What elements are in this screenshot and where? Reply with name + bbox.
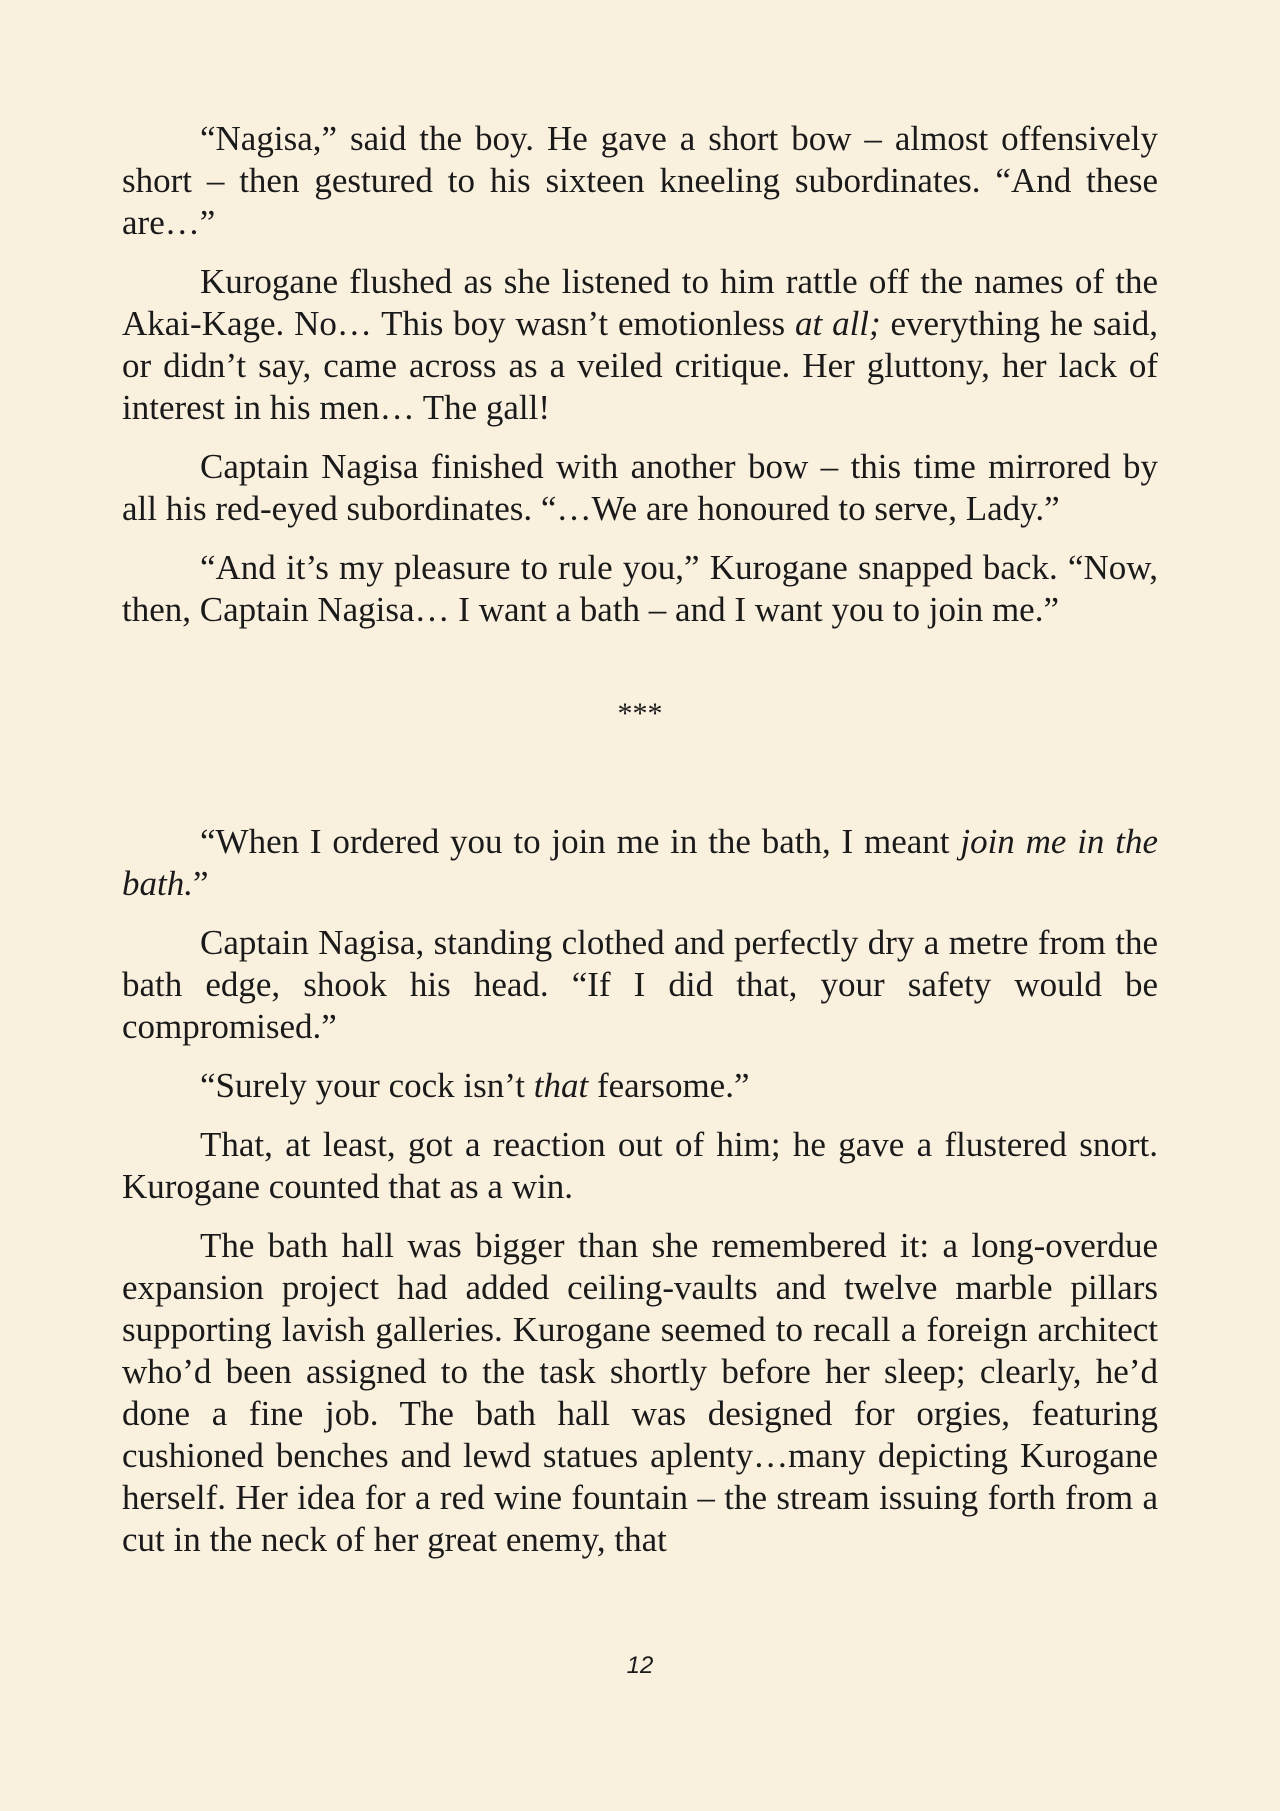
text-run: ” [192, 864, 209, 903]
text-run: Kurogane flushed as she listened to him rattle off the names of the Akai-Kage. No… This boy wasn’t emotionless [122, 262, 1158, 343]
section-break: *** [617, 697, 663, 730]
paragraph [122, 821, 1158, 905]
text-run: “When I ordered you to join me in the bath, I meant [200, 822, 961, 861]
book-page [122, 118, 1158, 1578]
text-run: fearsome.” [588, 1066, 750, 1105]
text-run: “And it’s my pleasure to rule you,” Kurogane snapped back. “Now, then, Captain Nagisa… I want a bath – and I want you to join me.” [122, 548, 1158, 629]
text-run: everything he said, or didn’t say, came across as a veiled critique. Her gluttony, her lack of interest in his men… The gall! [122, 304, 1158, 427]
paragraph [122, 118, 1158, 244]
paragraph [122, 1225, 1158, 1561]
paragraph [122, 922, 1158, 1048]
italic-text: join me in the bath. [122, 822, 1158, 903]
text-run: The bath hall was bigger than she remembered it: a long-overdue expansion project had added ceiling-vaults and twelve marble pillars supporting lavish galleries. Kurogane seemed to recall a foreign architect who’d been assigned to the task shortly before her sleep; clearly, he’d done a fine job. The bath hall was designed for orgies, featuring cushioned benches and lewd statues aplenty…many depicting Kurogane herself. Her idea for a red wine fountain – the stream issuing forth from a cut in the neck of her great enemy, that [122, 1226, 1158, 1559]
text-run: “Nagisa,” said the boy. He gave a short bow – almost offensively short – then gestured to his sixteen kneeling subordinates. “And these are…” [122, 119, 1158, 242]
text-run: Captain Nagisa finished with another bow – this time mirrored by all his red-eyed subordinates. “…We are honoured to serve, Lady.” [122, 447, 1158, 528]
paragraph [122, 547, 1158, 631]
text-run: That, at least, got a reaction out of him; he gave a flustered snort. Kurogane counted that as a win. [122, 1125, 1158, 1206]
text-run: Captain Nagisa, standing clothed and perfectly dry a metre from the bath edge, shook his head. “If I did that, your safety would be compromised.” [122, 923, 1158, 1046]
text-block-before-break [122, 118, 1158, 631]
paragraph [122, 261, 1158, 429]
italic-text: at all; [795, 304, 881, 343]
italic-text: that [533, 1066, 589, 1105]
paragraph [122, 446, 1158, 530]
paragraph [122, 1065, 1158, 1107]
page-number: 12 [626, 1652, 654, 1679]
text-block-after-break [122, 821, 1158, 1561]
text-run: “Surely your cock isn’t [200, 1066, 534, 1105]
paragraph [122, 1124, 1158, 1208]
